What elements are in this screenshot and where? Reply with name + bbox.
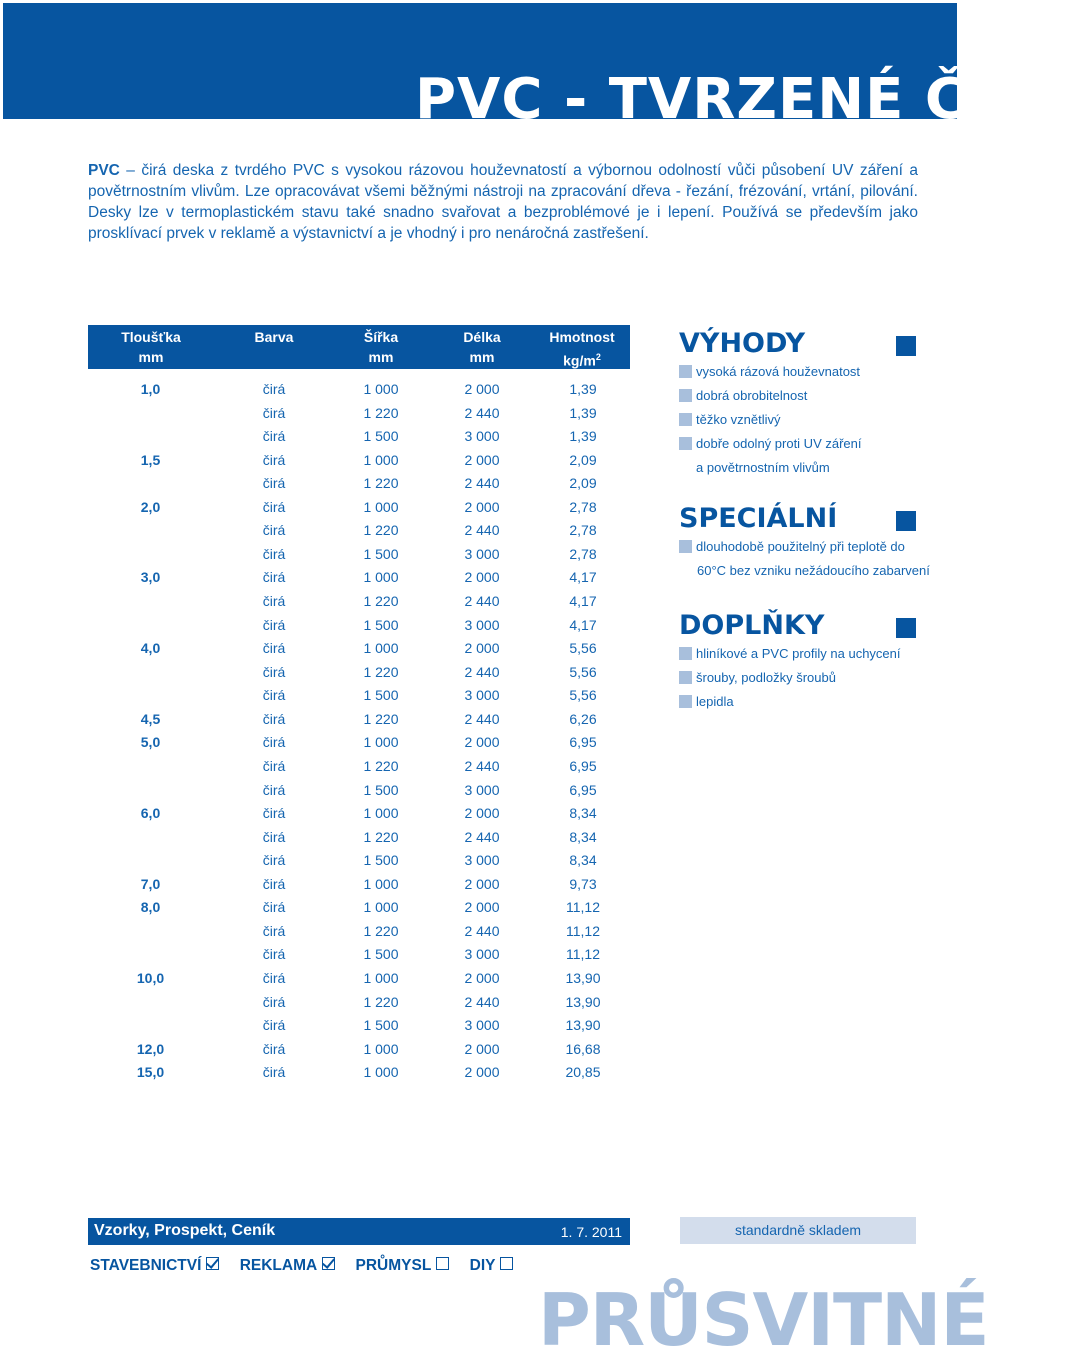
cell-length: 2 000	[464, 1064, 500, 1081]
cell-thickness: 15,0	[136, 1064, 165, 1081]
table-row	[88, 991, 630, 1015]
cell-weight: 5,56	[569, 640, 597, 657]
accessories-square-icon	[896, 618, 916, 638]
cell-width: 1 000	[363, 970, 399, 986]
cell-weight: 6,95	[569, 757, 597, 774]
cell-width: 1 000	[363, 734, 399, 751]
cell-weight: 1,39	[569, 381, 597, 397]
cell-weight: 13,90	[565, 1017, 601, 1034]
cell-width: 1 000	[363, 498, 399, 515]
cell-length: 2 000	[464, 451, 500, 468]
cell-color: čirá	[262, 993, 286, 1010]
col-length-header	[446, 327, 518, 367]
cell-thickness: 1,0	[140, 381, 161, 397]
cell-length: 3 000	[464, 616, 500, 633]
cell-width: 1 000	[363, 805, 399, 822]
list-item	[679, 384, 861, 408]
list-item-continuation: a povětrnostním vlivům	[696, 460, 830, 475]
cell-length: 2 000	[464, 640, 500, 657]
cell-length: 2 000	[464, 875, 500, 892]
cell-length: 3 000	[464, 781, 500, 798]
cell-length: 3 000	[464, 545, 500, 562]
special-list	[679, 535, 930, 583]
cell-width: 1 220	[363, 710, 399, 727]
cell-color: čirá	[262, 710, 286, 727]
col-width-unit: mm	[368, 349, 394, 365]
cell-width: 1 500	[363, 852, 399, 869]
cell-weight: 16,68	[565, 1040, 601, 1057]
col-width-label: Šířka	[363, 329, 399, 345]
sector-industry[interactable]	[356, 1257, 450, 1275]
table-row	[88, 920, 630, 944]
cell-color: čirá	[262, 734, 286, 751]
special-text: dlouhodobě použitelný při teplotě do	[696, 539, 905, 554]
table-row	[88, 543, 630, 567]
col-length-unit: mm	[469, 349, 495, 365]
footer-bar	[88, 1218, 630, 1245]
table-row	[88, 802, 630, 826]
cell-weight: 2,09	[569, 451, 597, 468]
intro-text: – čirá deska z tvrdého PVC s vysokou rázovou houževnatostí a výbornou odolností vůči působení UV záření a povětrnostním vlivům. Lze opracovávat všemi běžnými nástroji na zpracování dřeva - řezání, frézování, vrtání, pilování. Desky lze v termoplastickém stavu také snadno svařovat a bezproblémové je i lepení. Používá se především jako prosklívací prvek v reklamě a výstavnictví a je vhodný i pro nenáročná zastřešení.	[88, 162, 918, 242]
cell-width: 1 000	[363, 875, 399, 892]
cell-weight: 6,26	[569, 710, 597, 727]
table-row	[88, 684, 630, 708]
cell-weight: 4,17	[569, 616, 597, 633]
cell-color: čirá	[262, 1017, 286, 1034]
cell-thickness: 7,0	[140, 875, 161, 892]
cell-color: čirá	[262, 687, 286, 704]
table-row	[88, 896, 630, 920]
col-thickness-header	[88, 327, 214, 367]
cell-thickness: 10,0	[136, 970, 165, 986]
cell-color: čirá	[262, 875, 286, 892]
cell-width: 1 220	[363, 993, 399, 1010]
cell-width: 1 220	[363, 757, 399, 774]
col-weight-unit-base: kg/m	[563, 352, 596, 369]
table-row	[88, 708, 630, 732]
cell-weight: 11,12	[566, 922, 600, 939]
table-row	[88, 449, 630, 473]
cell-weight: 6,95	[569, 781, 597, 798]
cell-length: 2 000	[464, 899, 500, 916]
cell-weight: 2,78	[569, 498, 597, 515]
cell-length: 2 000	[464, 498, 500, 515]
cell-color: čirá	[262, 593, 286, 610]
square-bullet-icon	[679, 695, 692, 708]
special-title: SPECIÁLNÍ	[679, 503, 838, 534]
page-title: PVC - TVRZENÉ ČIRÉ	[415, 67, 1072, 132]
cell-color: čirá	[262, 1064, 286, 1081]
table-row	[88, 519, 630, 543]
cell-length: 2 000	[464, 1040, 500, 1057]
cell-width: 1 500	[363, 946, 399, 963]
square-bullet-icon	[679, 540, 692, 553]
sector-label: STAVEBNICTVÍ	[90, 1257, 202, 1274]
cell-length: 2 440	[464, 404, 500, 421]
cell-weight: 6,95	[569, 734, 597, 751]
cell-length: 2 440	[464, 922, 500, 939]
table-row	[88, 496, 630, 520]
table-row	[88, 755, 630, 779]
footer-title: Vzorky, Prospekt, Ceník	[94, 1222, 276, 1239]
cell-length: 2 000	[464, 569, 500, 586]
col-width-header	[346, 327, 416, 367]
table-row	[88, 1061, 630, 1085]
cell-color: čirá	[262, 781, 286, 798]
cell-width: 1 500	[363, 616, 399, 633]
cell-color: čirá	[262, 946, 286, 963]
cell-color: čirá	[262, 805, 286, 822]
sector-label: DIY	[469, 1257, 496, 1274]
footer-date: 1. 7. 2011	[560, 1224, 622, 1240]
table-row	[88, 590, 630, 614]
cell-width: 1 000	[363, 899, 399, 916]
checked-box-icon[interactable]	[206, 1257, 219, 1270]
cell-length: 3 000	[464, 852, 500, 869]
cell-length: 2 440	[464, 710, 500, 727]
square-bullet-icon	[679, 365, 692, 378]
cell-color: čirá	[262, 475, 286, 492]
table-row	[88, 779, 630, 803]
stock-badge: standardně skladem	[680, 1217, 916, 1244]
advantages-square-icon	[896, 336, 916, 356]
col-weight-header	[540, 327, 624, 371]
cell-thickness: 6,0	[140, 805, 161, 822]
cell-width: 1 000	[363, 640, 399, 657]
table-row	[88, 566, 630, 590]
cell-color: čirá	[262, 428, 286, 445]
cell-width: 1 000	[363, 1040, 399, 1057]
table-row	[88, 402, 630, 426]
cell-color: čirá	[262, 828, 286, 845]
col-weight-unit	[540, 347, 624, 371]
cell-length: 2 440	[464, 475, 500, 492]
cell-thickness: 2,0	[140, 498, 161, 515]
cell-weight: 8,34	[569, 852, 597, 869]
cell-weight: 5,56	[569, 663, 597, 680]
intro-paragraph	[88, 160, 918, 244]
checked-box-icon[interactable]	[322, 1257, 335, 1270]
advantage-text: dobře odolný proti UV záření	[696, 436, 862, 451]
cell-color: čirá	[262, 381, 286, 397]
cell-color: čirá	[262, 616, 286, 633]
accessory-text: hliníkové a PVC profily na uchycení	[696, 646, 901, 661]
col-thickness-unit: mm	[138, 349, 164, 365]
special-square-icon	[896, 511, 916, 531]
cell-weight: 20,85	[565, 1064, 601, 1081]
table-row	[88, 731, 630, 755]
cell-width: 1 500	[363, 545, 399, 562]
cell-length: 2 440	[464, 663, 500, 680]
cell-weight: 11,12	[566, 946, 600, 963]
cell-weight: 8,34	[569, 805, 597, 822]
cell-width: 1 000	[363, 381, 399, 397]
list-item	[679, 535, 930, 559]
table-row	[88, 614, 630, 638]
table-row	[88, 472, 630, 496]
category-word: PRŮSVITNÉ	[538, 1278, 989, 1362]
cell-length: 2 000	[464, 970, 500, 986]
cell-width: 1 000	[363, 451, 399, 468]
table-row	[88, 943, 630, 967]
table-row	[88, 873, 630, 897]
list-item	[679, 408, 861, 432]
sector-label: PRŮMYSL	[355, 1257, 432, 1274]
cell-weight: 13,90	[565, 970, 601, 986]
cell-color: čirá	[262, 852, 286, 869]
table-row	[88, 637, 630, 661]
cell-weight: 8,34	[569, 828, 597, 845]
square-bullet-icon	[679, 647, 692, 660]
cell-length: 2 440	[464, 993, 500, 1010]
cell-color: čirá	[262, 569, 286, 586]
cell-color: čirá	[262, 451, 286, 468]
cell-weight: 2,09	[569, 475, 597, 492]
table-row	[88, 1038, 630, 1062]
cell-weight: 13,90	[565, 993, 601, 1010]
cell-weight: 4,17	[569, 593, 597, 610]
cell-weight: 9,73	[569, 875, 597, 892]
cell-thickness: 3,0	[140, 569, 161, 586]
accessories-list	[679, 642, 901, 714]
list-item	[679, 666, 901, 690]
cell-length: 2 440	[464, 757, 500, 774]
col-color-header	[234, 327, 314, 347]
cell-thickness: 5,0	[140, 734, 161, 751]
list-item	[679, 360, 861, 384]
advantage-text: dobrá obrobitelnost	[696, 388, 808, 403]
cell-width: 1 220	[363, 663, 399, 680]
advantage-text: těžko vznětlivý	[696, 412, 781, 427]
table-header	[88, 325, 630, 369]
cell-color: čirá	[262, 899, 286, 916]
cell-width: 1 500	[363, 1017, 399, 1034]
cell-thickness: 1,5	[140, 451, 161, 468]
cell-width: 1 500	[363, 428, 399, 445]
advantages-title: VÝHODY	[679, 328, 805, 359]
col-thickness-label: Tloušťka	[121, 329, 181, 345]
cell-color: čirá	[262, 545, 286, 562]
table-row	[88, 378, 630, 402]
table-row	[88, 1014, 630, 1038]
advantage-text: vysoká rázová houževnatost	[696, 364, 861, 379]
cell-thickness: 4,5	[140, 710, 161, 727]
header-band	[3, 3, 1072, 132]
table-row	[88, 967, 630, 991]
cell-thickness: 12,0	[136, 1040, 165, 1057]
list-item-continuation: 60°C bez vzniku nežádoucího zabarvení	[697, 563, 930, 578]
sector-diy[interactable]	[470, 1257, 514, 1275]
sector-advertising[interactable]	[240, 1257, 336, 1275]
table-row	[88, 849, 630, 873]
square-bullet-icon	[679, 413, 692, 426]
cell-color: čirá	[262, 663, 286, 680]
list-item	[679, 690, 901, 714]
table-row	[88, 661, 630, 685]
cell-color: čirá	[262, 970, 286, 986]
cell-length: 3 000	[464, 1017, 500, 1034]
cell-color: čirá	[262, 522, 286, 539]
table-row	[88, 826, 630, 850]
col-color-label: Barva	[254, 329, 294, 345]
intro-brand: PVC	[88, 162, 120, 179]
sector-checkboxes	[90, 1257, 529, 1275]
cell-color: čirá	[262, 1040, 286, 1057]
cell-length: 2 000	[464, 381, 500, 397]
advantages-list	[679, 360, 861, 480]
cell-length: 2 440	[464, 522, 500, 539]
col-weight-unit-sup: 2	[595, 352, 601, 362]
list-item	[679, 432, 861, 456]
cell-weight: 5,56	[569, 687, 597, 704]
col-length-label: Délka	[463, 329, 501, 345]
cell-width: 1 220	[363, 404, 399, 421]
cell-width: 1 000	[363, 1064, 399, 1081]
cell-thickness: 8,0	[140, 899, 161, 916]
square-bullet-icon	[679, 389, 692, 402]
cell-weight: 2,78	[569, 522, 597, 539]
table-row	[88, 425, 630, 449]
cell-width: 1 220	[363, 593, 399, 610]
cell-length: 3 000	[464, 428, 500, 445]
cell-thickness: 4,0	[140, 640, 161, 657]
cell-color: čirá	[262, 922, 286, 939]
cell-length: 3 000	[464, 946, 500, 963]
accessory-text: lepidla	[696, 694, 734, 709]
cell-weight: 1,39	[569, 404, 597, 421]
square-bullet-icon	[679, 671, 692, 684]
cell-color: čirá	[262, 498, 286, 515]
unchecked-box-icon[interactable]	[436, 1257, 449, 1270]
cell-color: čirá	[262, 640, 286, 657]
accessory-text: šrouby, podložky šroubů	[696, 670, 836, 685]
list-item	[679, 642, 901, 666]
cell-width: 1 220	[363, 828, 399, 845]
accessories-title: DOPLŇKY	[679, 610, 825, 641]
cell-length: 3 000	[464, 687, 500, 704]
col-weight-label: Hmotnost	[549, 329, 615, 345]
sector-construction[interactable]	[90, 1257, 219, 1275]
cell-weight: 11,12	[566, 899, 600, 916]
unchecked-box-icon[interactable]	[500, 1257, 513, 1270]
cell-width: 1 500	[363, 781, 399, 798]
square-bullet-icon	[679, 437, 692, 450]
cell-length: 2 000	[464, 805, 500, 822]
cell-weight: 1,39	[569, 428, 597, 445]
sector-label: REKLAMA	[239, 1257, 318, 1274]
cell-length: 2 440	[464, 828, 500, 845]
cell-width: 1 220	[363, 475, 399, 492]
cell-length: 2 000	[464, 734, 500, 751]
cell-weight: 4,17	[569, 569, 597, 586]
cell-width: 1 220	[363, 922, 399, 939]
cell-width: 1 000	[363, 569, 399, 586]
cell-color: čirá	[262, 404, 286, 421]
cell-weight: 2,78	[569, 545, 597, 562]
cell-length: 2 440	[464, 593, 500, 610]
cell-width: 1 220	[363, 522, 399, 539]
cell-width: 1 500	[363, 687, 399, 704]
cell-color: čirá	[262, 757, 286, 774]
